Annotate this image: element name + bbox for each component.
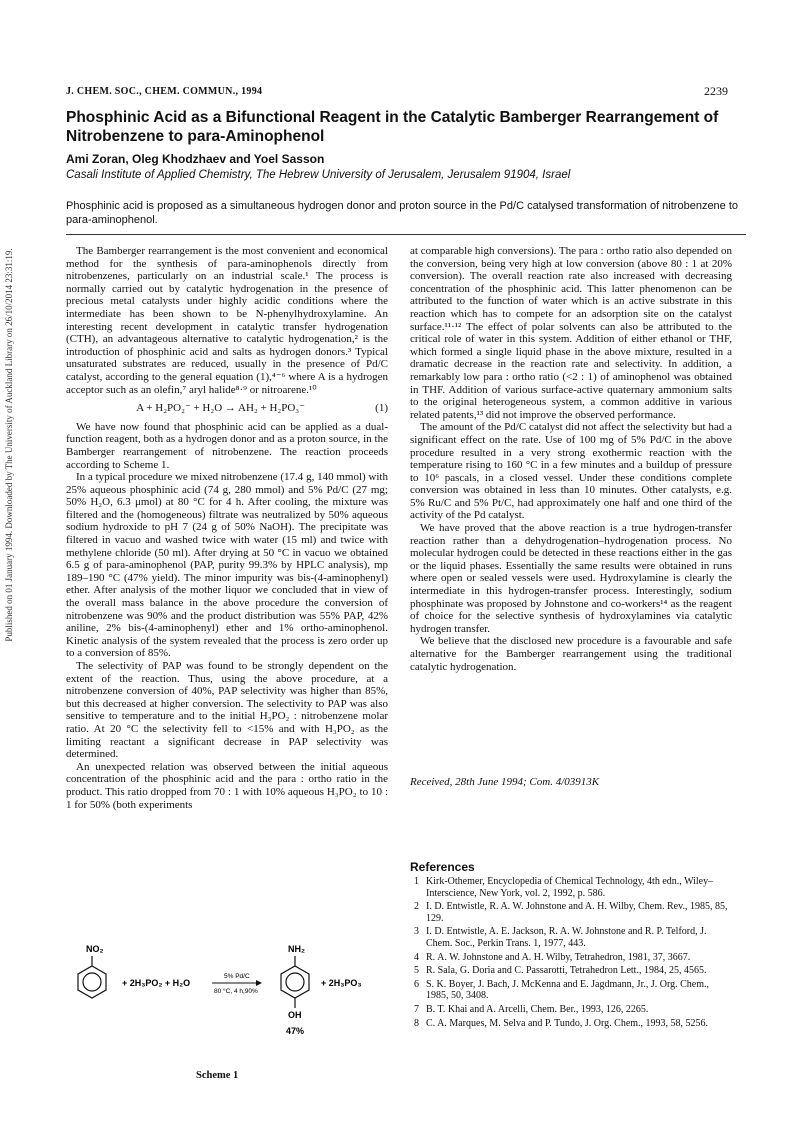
reference-text: R. A. W. Johnstone and A. H. Wilby, Tetrahedron, 1981, 37, 3667. bbox=[426, 951, 691, 963]
byproduct-label: + 2H₃PO₃ bbox=[321, 978, 362, 988]
author-affiliation: Casali Institute of Applied Chemistry, The Hebrew University of Jerusalem, Jerusalem 91904, Israel bbox=[66, 169, 571, 181]
reference-item bbox=[410, 926, 732, 949]
aminophenol-structure bbox=[281, 956, 309, 1008]
conditions-bottom: 80 °C, 4 h,90% bbox=[214, 988, 258, 995]
reference-list bbox=[410, 876, 732, 1031]
left-column bbox=[66, 245, 388, 811]
reference-text: I. D. Entwistle, R. A. W. Johnstone and A. H. Wilby, Chem. Rev., 1985, 85, 129. bbox=[426, 901, 728, 924]
article-abstract: Phosphinic acid is proposed as a simultaneous hydrogen donor and proton source in the Pd/C catalysed transformation of nitrobenzene to para-aminophenol. bbox=[66, 200, 739, 226]
page-number: 2239 bbox=[704, 84, 728, 98]
article-title: Phosphinic Acid as a Bifunctional Reagent in the Catalytic Bamberger Rearrangement of Nitrobenzene to para-Aminophenol bbox=[66, 109, 719, 145]
article-authors: Ami Zoran, Oleg Khodzhaev and Yoel Sasson bbox=[66, 152, 325, 166]
product-bottom-group-label: OH bbox=[288, 1010, 302, 1020]
body-paragraph: The Bamberger rearrangement is the most convenient and economical method for the synthesis of para-aminophenols directly from nitrobenzenes, particularly on an industrial scale.¹ The process is normally carried out by catalytic hydrogenation in the presence of precious metal catalysts under highly acidic conditions where the intermediate has been shown to be N-phenylhydroxylamine. An interesting recent development in catalytic transfer hydrogenation (CTH), an advantageous alternative to catalytic hydrogenation,² is the introduction of phosphinic acid and salts as hydrogen donors.³ Typical unsaturated substrates are reduced, usually in the presence of Pd/C catalyst, according to the general equation (1),⁴⁻⁶ where A is a hydrogen acceptor such as an olefin,⁷ aryl halide⁸·⁹ or nitroarene.¹⁰ bbox=[66, 245, 388, 396]
reference-number: 2 bbox=[414, 901, 419, 913]
abstract-divider bbox=[66, 234, 746, 235]
reference-number: 7 bbox=[414, 1003, 419, 1015]
received-date: Received, 28th June 1994; Com. 4/03913K bbox=[410, 776, 600, 788]
body-paragraph: at comparable high conversions). The para : ortho ratio also depended on the conversion, being very high at low conversion (above 80 : 1 at 20% conversion). The overall reaction rate also increased with decreasing concentration of the phosphinic acid. This latter phenomenon can be attributed to the function of water which is an active substrate in this reaction which has to compete for an adsorption site on the catalyst surface.¹¹·¹² The effect of polar solvents can also be attributed to the critical role of water in this system. Addition of either ethanol or THF, which formed a single liquid phase in the above mixture, resulted in a dramatic decrease in the reaction rate and selectivity. In addition, a remarkably low para : ortho ratio (<2 : 1) of aminophenol was obtained in THF. Addition of various surface-active quaternary ammonium salts to the original heterogeneous system, a common additive in various related patents,¹³ did not improve the observed performance. bbox=[410, 245, 732, 421]
reference-number: 3 bbox=[414, 926, 419, 938]
reference-item bbox=[410, 901, 732, 924]
scheme-caption: Scheme 1 bbox=[196, 1070, 239, 1081]
body-paragraph: We believe that the disclosed new procedure is a favourable and safe alternative for the Bamberger rearrangement using the traditional catalytic hydrogenation. bbox=[410, 635, 732, 673]
reactant-group-label: NO₂ bbox=[86, 944, 104, 954]
equation-1 bbox=[66, 402, 388, 415]
product-yield: 47% bbox=[286, 1026, 305, 1036]
product-top-group-label: NH₂ bbox=[288, 944, 305, 954]
reference-item bbox=[410, 876, 732, 899]
reference-text: C. A. Marques, M. Selva and P. Tundo, J. Org. Chem., 1993, 58, 5256. bbox=[426, 1017, 709, 1029]
reference-text: I. D. Entwistle, A. E. Jackson, R. A. W. Johnstone and R. P. Telford, J. Chem. Soc., Perkin Trans. 1, 1977, 443. bbox=[426, 926, 707, 949]
body-paragraph: The selectivity of PAP was found to be strongly dependent on the extent of the reaction. Thus, using the above procedure, at a nitrobenzene conversion of 40%, PAP selectivity was higher than 85%, but this decreased at higher conversion. The selectivity to PAP was also sensitive to temperature and to the initial H₃PO₂ : nitrobenzene molar ratio. At 20 °C the selectivity fell to <15% and with H₃PO₂ as the limiting reactant a significant decrease in PAP selectivity was determined. bbox=[66, 660, 388, 761]
reference-text: B. T. Khai and A. Arcelli, Chem. Ber., 1993, 126, 2265. bbox=[426, 1003, 649, 1015]
reference-number: 8 bbox=[414, 1017, 419, 1029]
reference-item bbox=[410, 1018, 732, 1030]
reference-text: R. Sala, G. Doria and C. Passarotti, Tetrahedron Lett., 1984, 25, 4565. bbox=[426, 965, 707, 977]
reference-text: S. K. Boyer, J. Bach, J. McKenna and E. Jagdmann, Jr., J. Org. Chem., 1985, 50, 3408. bbox=[426, 978, 709, 1002]
reference-item bbox=[410, 965, 732, 977]
references-heading: References bbox=[410, 860, 475, 874]
reference-text: Kirk-Othemer, Encyclopedia of Chemical Technology, 4th edn., Wiley–Interscience, New York, vol. 2, 1992, p. 586. bbox=[426, 876, 714, 899]
equation-number: (1) bbox=[375, 402, 388, 415]
conditions-top: 5% Pd/C bbox=[224, 973, 250, 980]
reaction-arrowhead bbox=[256, 980, 262, 986]
equation-text: A + H₂PO₂⁻ + H₂O → AH₂ + H₂PO₃⁻ bbox=[136, 402, 305, 415]
reference-number: 1 bbox=[414, 876, 419, 887]
reference-number: 6 bbox=[414, 978, 419, 990]
right-column bbox=[410, 245, 732, 673]
reaction-scheme bbox=[66, 938, 396, 1058]
reference-number: 4 bbox=[414, 951, 419, 963]
nitrobenzene-structure bbox=[78, 956, 106, 998]
reference-item bbox=[410, 979, 732, 1002]
body-paragraph: We have proved that the above reaction is a true hydrogen-transfer reaction rather than a dehydrogenation–hydrogenation process. No molecular hydrogen could be detected in these reactions either in the gas or the liquid phases. Essentially the same results were obtained in runs where open or sealed vessels were used. Hydroxylamine is clearly the intermediate in this hydrogen-transfer process. Interestingly, sodium phosphinate was proposed by Johnstone and co-workers¹⁴ as the reagent of choice for the selective synthesis of hydroxylamines via catalytic hydrogen transfer. bbox=[410, 522, 732, 635]
running-head: J. CHEM. SOC., CHEM. COMMUN., 1994 bbox=[66, 86, 263, 97]
body-paragraph: An unexpected relation was observed between the initial aqueous concentration of the phosphinic acid and the para : ortho ratio in the product. This ratio dropped from 70 : 1 with 10% aqueous H₃PO₂ to 10 : 1 for 50% (both experiments bbox=[66, 760, 388, 811]
reference-number: 5 bbox=[414, 965, 419, 977]
reference-item bbox=[410, 952, 732, 964]
reagents-label: + 2H₃PO₂ + H₂O bbox=[122, 978, 191, 988]
download-side-note: Published on 01 January 1994. Downloaded by The University of Auckland Library on 26/10/2014 23:31:19. bbox=[4, 248, 14, 642]
body-paragraph: We have now found that phosphinic acid can be applied as a dual-function reagent, both as a hydrogen donor and as a proton source, in the Bamberger rearrangement of nitrobenzene. The reaction proceeds according to Scheme 1. bbox=[66, 420, 388, 471]
body-paragraph: In a typical procedure we mixed nitrobenzene (17.4 g, 140 mmol) with 25% aqueous phosphinic acid (74 g, 280 mmol) and 5% Pd/C (27 mg; 50% H₂O, 6.3 μmol) at 80 °C for 4 h. After cooling, the mixture was filtered and the (homogeneous) filtrate was neutralized by 50% aqueous sodium hydroxide to pH 7 (24 g of 50% NaOH). The precipitate was filtered in vacuo and washed twice with water (15 ml) and twice with methylene chloride (50 ml). After drying at 50 °C in vacuo we obtained 6.5 g of para-aminophenol (PAP, purity 99.3% by HPLC analysis), mp 189–190 °C (47% yield). The minor impurity was bis-(4-aminophenyl) ether. After analysis of the mother liquor we concluded that in view of the overall mass balance in the above procedure the conversion of nitrobenzene was 90% and the product distribution was 55% PAP, 42% aniline, 2% bis-(4-aminophenyl) ether and 1% ortho-aminophenol. Kinetic analysis of the system revealed that the process is zero order up to a conversion of 85%. bbox=[66, 471, 388, 660]
body-paragraph: The amount of the Pd/C catalyst did not affect the selectivity but had a significant effect on the rate. Use of 100 mg of 5% Pd/C in the above procedure resulted in a very strong exothermic reaction with the temperature rising to 160 °C in a few minutes and a buildup of pressure to 10⁶ pascals, in a closed vessel. Under these conditions complete conversion was obtained in less than 10 minutes. Other catalysts, e.g. 5% Ru/C and 5% Pt/C, had approximately one half and one third of the activity of the Pd catalyst. bbox=[410, 421, 732, 522]
reference-item bbox=[410, 1004, 732, 1016]
